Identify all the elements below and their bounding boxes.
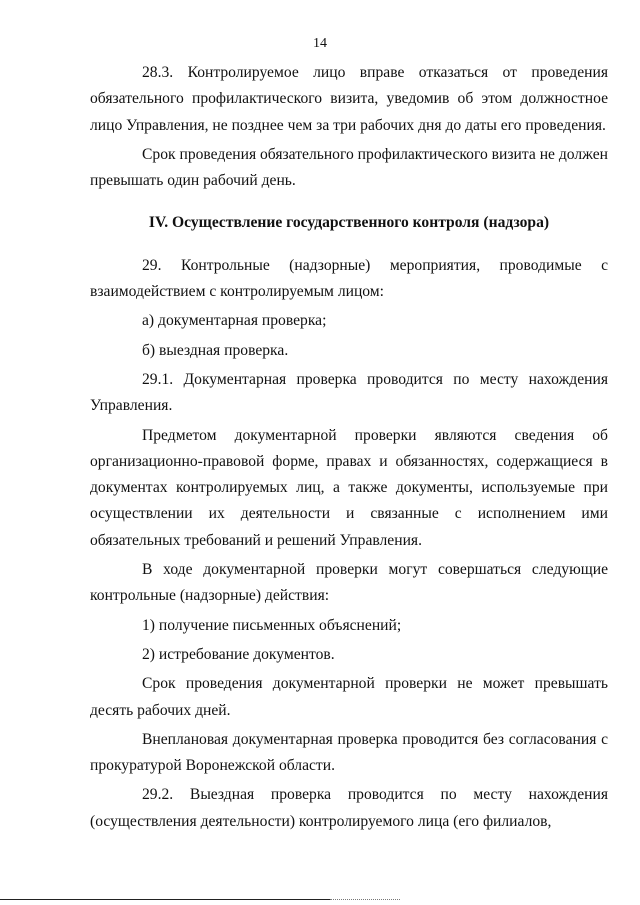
footer-rule-dotted [330, 899, 400, 900]
page-number: 14 [313, 36, 327, 51]
list-item-b: б) выездная проверка. [142, 341, 289, 359]
paragraph-subject: Предметом документарной проверки являются сведения об организационно-правовой форме, правах и обязанностях, содержащиеся в документах контролируемых лиц, а также документы, используемые при осуществлении их деятельности и связанные с исполнением ими обязательных требований и решений Управления. [90, 426, 608, 549]
list-item-2: 2) истребование документов. [142, 645, 335, 663]
list-item-a: а) документарная проверка; [142, 312, 327, 330]
paragraph-29-2: 29.2. Выездная проверка проводится по месту нахождения (осуществления деятельности) контролируемого лица (его филиалов, [90, 786, 608, 830]
document-body [90, 60, 608, 835]
paragraph-29-1: 29.1. Документарная проверка проводится по месту нахождения Управления. [90, 370, 608, 415]
paragraph-unscheduled: Внеплановая документарная проверка проводится без согласования с прокуратурой Воронежской области. [90, 730, 608, 775]
list-item-1: 1) получение письменных объяснений; [142, 616, 402, 634]
section-heading: IV. Осуществление государственного контроля (надзора) [148, 214, 550, 232]
paragraph-visit-term: Срок проведения обязательного профилактического визита не должен превышать один рабочий день. [90, 145, 608, 190]
paragraph-29: 29. Контрольные (надзорные) мероприятия, проводимые с взаимодействием с контролируемым лицом: [90, 256, 608, 301]
footer-rule [0, 899, 330, 900]
paragraph-term: Срок проведения документарной проверки не может превышать десять рабочих дней. [90, 675, 608, 719]
paragraph-28-3: 28.3. Контролируемое лицо вправе отказаться от проведения обязательного профилактического визита, уведомив об этом должностное лицо Управления, не позднее чем за три рабочих дня до даты его проведения. [90, 64, 608, 134]
paragraph-actions: В ходе документарной проверки могут совершаться следующие контрольные (надзорные) действия: [90, 561, 608, 605]
